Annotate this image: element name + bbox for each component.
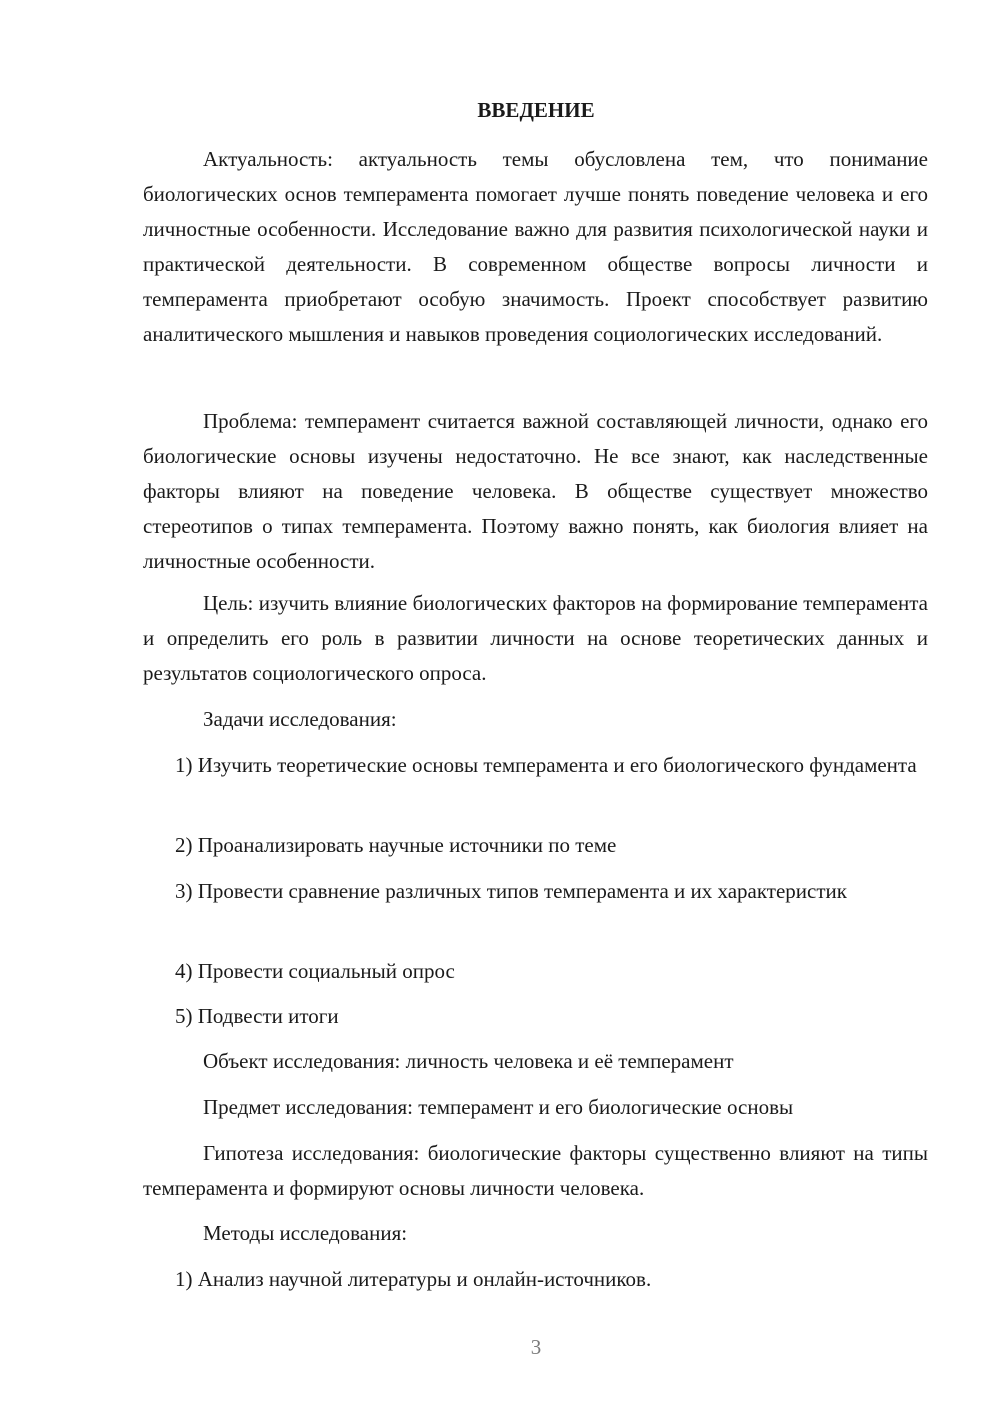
paragraph-object: Объект исследования: личность человека и её темперамент bbox=[203, 1049, 734, 1073]
task-item-1: 1) Изучить теоретические основы темперамента и его биологического фундамента bbox=[175, 753, 917, 777]
task-item-3: 3) Провести сравнение различных типов темперамента и их характеристик bbox=[175, 879, 847, 903]
paragraph-goal: Цель: изучить влияние биологических факторов на формирование темперамента и определить его роль в развитии личности на основе теоретических данных и результатов социологического опроса. bbox=[143, 591, 928, 685]
tasks-heading: Задачи исследования: bbox=[203, 707, 397, 731]
task-item-4: 4) Провести социальный опрос bbox=[175, 959, 455, 983]
task-item-5: 5) Подвести итоги bbox=[175, 1004, 339, 1028]
paragraph-relevance: Актуальность: актуальность темы обусловлена тем, что понимание биологических основ темперамента помогает лучше понять поведение человека и его личностные особенности. Исследование важно для развития психологической науки и практической деятельности. В современном обществе вопросы личности и темперамента приобретают особую значимость. Проект способствует развитию аналитического мышления и навыков проведения социологических исследований. bbox=[143, 147, 928, 346]
page-number: 3 bbox=[530, 1335, 542, 1359]
page-title: ВВЕДЕНИЕ bbox=[477, 98, 595, 122]
method-item-1: 1) Анализ научной литературы и онлайн-источников. bbox=[175, 1267, 652, 1291]
paragraph-hypothesis: Гипотеза исследования: биологические факторы существенно влияют на типы темперамента и формируют основы личности человека. bbox=[143, 1141, 928, 1200]
paragraph-subject: Предмет исследования: темперамент и его биологические основы bbox=[203, 1095, 794, 1119]
methods-heading: Методы исследования: bbox=[203, 1221, 408, 1245]
paragraph-problem: Проблема: темперамент считается важной составляющей личности, однако его биологические основы изучены недостаточно. Не все знают, как наследственные факторы влияют на поведение человека. В обществе существует множество стереотипов о типах темперамента. Поэтому важно понять, как биология влияет на личностные особенности. bbox=[143, 409, 928, 573]
task-item-2: 2) Проанализировать научные источники по теме bbox=[175, 833, 617, 857]
